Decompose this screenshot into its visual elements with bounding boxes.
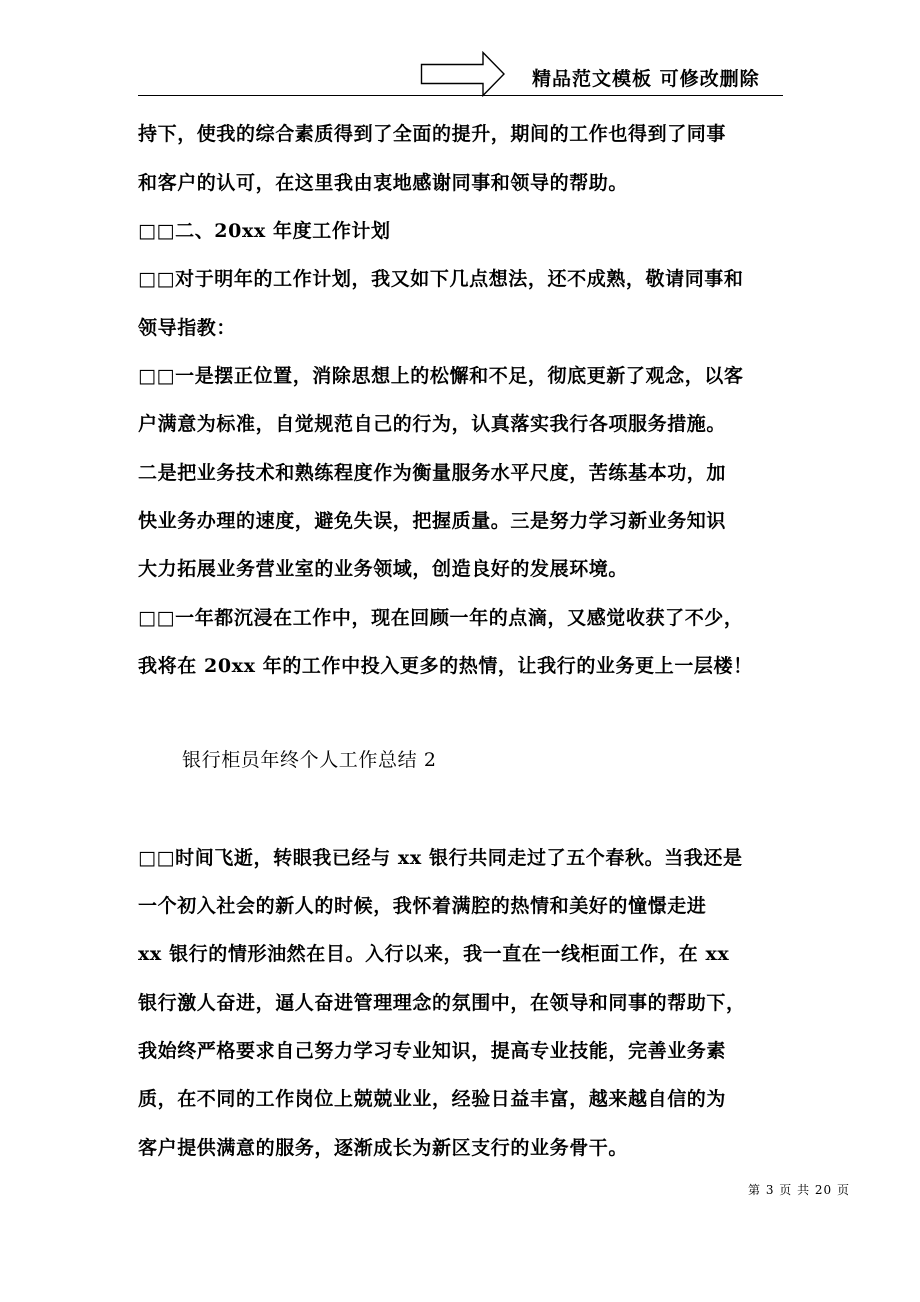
text-line: 户满意为标准，自觉规范自己的行为，认真落实我行各项服务措施。: [138, 413, 727, 435]
section-title: 银行柜员年终个人工作总结 2: [182, 749, 437, 771]
text-line: 质，在不同的工作岗位上兢兢业业，经验日益丰富，越来越自信的为: [138, 1088, 727, 1110]
text-line: 我始终严格要求自己努力学习专业知识，提高专业技能，完善业务素: [138, 1040, 727, 1062]
page-number: 第 3 页 共 20 页: [748, 1183, 850, 1197]
text-line: 客户提供满意的服务，逐渐成长为新区支行的业务骨干。: [138, 1137, 629, 1159]
text-line: 我将在 20xx 年的工作中投入更多的热情，让我行的业务更上一层楼！: [138, 655, 753, 677]
text-line: xx 银行的情形油然在目。入行以来，我一直在一线柜面工作，在 xx: [138, 943, 730, 965]
text-line: 快业务办理的速度，避免失误，把握质量。三是努力学习新业务知识: [138, 510, 727, 532]
text-line: 领导指教：: [138, 317, 237, 339]
text-line: 和客户的认可，在这里我由衷地感谢同事和领导的帮助。: [138, 172, 629, 194]
text-line: 银行激人奋进，逼人奋进管理理念的氛围中，在领导和同事的帮助下，: [138, 992, 746, 1014]
text-line: □□对于明年的工作计划，我又如下几点想法，还不成熟，敬请同事和: [138, 268, 744, 290]
text-line: 大力拓展业务营业室的业务领域，创造良好的发展环境。: [138, 558, 629, 580]
header-divider: [138, 95, 783, 96]
text-line: 一个初入社会的新人的时候，我怀着满腔的热情和美好的憧憬走进: [138, 895, 707, 917]
text-line: □□时间飞逝，转眼我已经与 xx 银行共同走过了五个春秋。当我还是: [138, 847, 743, 869]
text-line: □□一年都沉浸在工作中，现在回顾一年的点滴，又感觉收获了不少，: [138, 607, 744, 629]
section-heading: □□二、20xx 年度工作计划: [138, 220, 391, 242]
arrow-right-icon: [420, 51, 506, 97]
text-line: 二是把业务技术和熟练程度作为衡量服务水平尺度，苦练基本功，加: [138, 462, 727, 484]
header-title: 精品范文模板 可修改删除: [532, 68, 760, 90]
text-line: □□一是摆正位置，消除思想上的松懈和不足，彻底更新了观念，以客: [138, 365, 744, 387]
text-line: 持下，使我的综合素质得到了全面的提升，期间的工作也得到了同事: [138, 123, 727, 145]
